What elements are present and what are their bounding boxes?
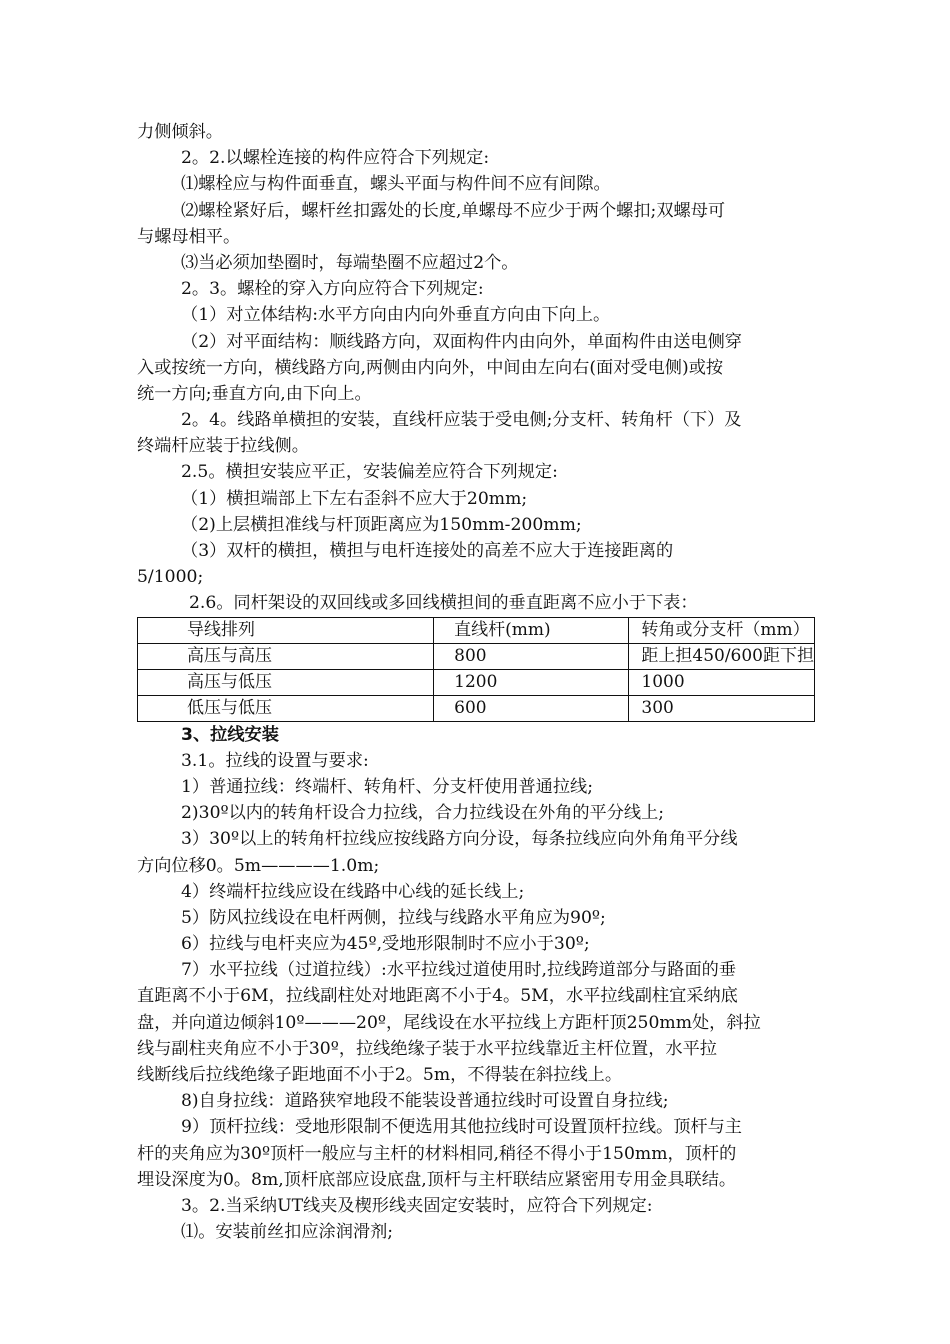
table-cell: 高压与低压	[138, 669, 434, 695]
text-line: 线断线后拉线绝缘子距地面不小于2。5m，不得装在斜拉线上。	[137, 1065, 623, 1085]
text-line: 5/1000;	[137, 567, 204, 588]
text-line: 6）拉线与电杆夹应为45º,受地形限制时不应小于30º;	[181, 934, 590, 955]
text-line: 2。2.以螺栓连接的构件应符合下列规定:	[181, 148, 490, 169]
text-line: 杆的夹角应为30º顶杆一般应与主杆的材料相同,稍径不得小于150mm，顶杆的	[137, 1143, 737, 1164]
table-cell: 1200	[434, 669, 629, 695]
crossarm-spacing-table	[137, 617, 815, 722]
text-line: ⑵螺栓紧好后，螺杆丝扣露处的长度,单螺母不应少于两个螺扣;双螺母可	[181, 200, 726, 221]
text-line: 3.1。拉线的设置与要求:	[181, 750, 369, 771]
text-line: ⑶当必须加垫圈时，每端垫圈不应超过2个。	[181, 252, 519, 273]
text-line: 1）普通拉线：终端杆、转角杆、分支杆使用普通拉线;	[181, 776, 594, 797]
text-line: （2)上层横担准线与杆顶距离应为150mm-200mm;	[181, 514, 582, 535]
table-cell: 800	[434, 643, 629, 669]
text-line: 与螺母相平。	[137, 226, 241, 247]
text-line: ⑴螺栓应与构件面垂直，螺头平面与构件间不应有间隙。	[181, 174, 611, 195]
text-line: ⑴。安装前丝扣应涂润滑剂;	[181, 1222, 394, 1243]
table-cell: 低压与低压	[138, 695, 434, 721]
table-header-cell: 直线杆(mm)	[434, 617, 629, 643]
table-header-cell: 转角或分支杆（mm）	[629, 617, 815, 643]
table-header-row	[138, 617, 815, 643]
table-cell: 600	[434, 695, 629, 721]
text-line: （1）横担端部上下左右歪斜不应大于20mm;	[181, 488, 528, 509]
table-caption: 2.6。同杆架设的双回线或多回线横担间的垂直距离不应小于下表：	[189, 593, 698, 614]
table-row	[138, 695, 815, 721]
text-line: 3）30º以上的转角杆拉线应按线路方向分设，每条拉线应向外角角平分线	[181, 829, 738, 850]
text-line: 2。4。线路单横担的安装，直线杆应装于受电侧;分支杆、转角杆（下）及	[181, 410, 742, 431]
text-line: 盘，并向道边倾斜10º———20º，尾线设在水平拉线上方距杆顶250mm处，斜拉	[137, 1012, 761, 1033]
text-line: 8)自身拉线：道路狭窄地段不能装设普通拉线时可设置自身拉线;	[181, 1091, 669, 1112]
table-cell: 距上担450/600距下担	[629, 643, 815, 669]
text-line: 力侧倾斜。	[137, 122, 223, 142]
text-line: 方向位移0。5m————1.0m;	[137, 855, 380, 876]
text-line: 入或按统一方向，横线路方向,两侧由内向外，中间由左向右(面对受电侧)或按	[137, 357, 724, 378]
text-line: （1）对立体结构:水平方向由内向外垂直方向由下向上。	[181, 305, 611, 326]
text-line: （3）双杆的横担，横担与电杆连接处的高差不应大于连接距离的	[181, 541, 674, 561]
text-line: 5）防风拉线设在电杆两侧，拉线与线路水平角应为90º;	[181, 907, 606, 928]
document-page	[137, 119, 817, 1245]
text-line: （2）对平面结构：顺线路方向，双面构件内由向外，单面构件由送电侧穿	[181, 331, 742, 352]
table-cell: 300	[629, 695, 815, 721]
table-row	[138, 669, 815, 695]
text-line: 统一方向;垂直方向,由下向上。	[137, 383, 372, 404]
text-line: 2.5。横担安装应平正，安装偏差应符合下列规定:	[181, 462, 558, 483]
text-line: 7）水平拉线（过道拉线）:水平拉线过道使用时,拉线跨道部分与路面的垂	[181, 960, 737, 981]
text-line: 2)30º以内的转角杆设合力拉线，合力拉线设在外角的平分线上;	[181, 803, 665, 824]
text-line: 3。2.当采纳UT线夹及楔形线夹固定安装时，应符合下列规定:	[181, 1195, 653, 1216]
text-line: 终端杆应装于拉线侧。	[137, 436, 309, 457]
section-heading: 3、拉线安装	[181, 724, 279, 745]
text-line: 线与副柱夹角应不小于30º，拉线绝缘子装于水平拉线靠近主杆位置，水平拉	[137, 1038, 717, 1059]
text-line: 埋设深度为0。8m,顶杆底部应设底盘,顶杆与主杆联结应紧密用专用金具联结。	[137, 1169, 737, 1190]
text-line: 4）终端杆拉线应设在线路中心线的延长线上;	[181, 881, 525, 902]
table-cell: 1000	[629, 669, 815, 695]
text-line: 直距离不小于6M，拉线副柱处对地距离不小于4。5M，水平拉线副柱宜采纳底	[137, 986, 738, 1007]
table-cell: 高压与高压	[138, 643, 434, 669]
text-line: 9）顶杆拉线：受地形限制不便选用其他拉线时可设置顶杆拉线。顶杆与主	[181, 1117, 742, 1138]
table-row	[138, 643, 815, 669]
text-line: 2。3。螺栓的穿入方向应符合下列规定:	[181, 279, 484, 300]
table-header-cell: 导线排列	[138, 617, 434, 643]
